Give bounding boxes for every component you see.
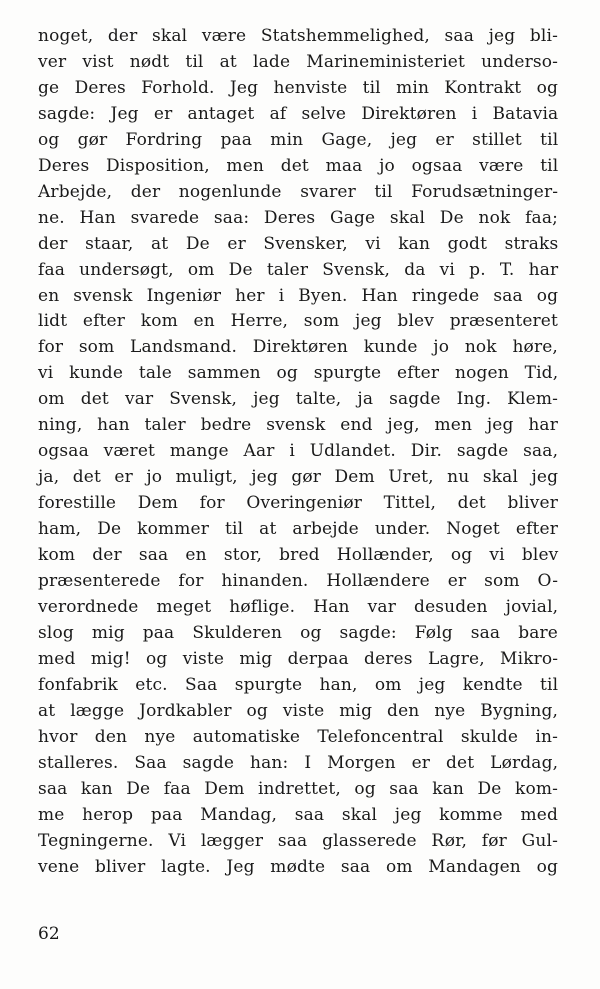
text-line: forestille Dem for Overingeniør Tittel, det bliver (38, 493, 558, 514)
text-line: og gør Fordring paa min Gage, jeg er stillet til (38, 129, 559, 150)
text-line: sagde: Jeg er antaget af selve Direktøren i Batavia (38, 103, 559, 124)
text-line: lidt efter kom en Herre, som jeg blev præsenteret (38, 311, 558, 332)
text-line: noget, der skal være Statshemmelighed, saa jeg bli- (38, 26, 558, 46)
text-line: at lægge Jordkabler og viste mig den nye Bygning, (38, 700, 559, 721)
text-line: ning, han taler bedre svensk end jeg, men jeg har (38, 415, 558, 436)
text-line: præsenterede for hinanden. Hollændere er som O- (38, 571, 559, 592)
text-line: ogsaa været mange Aar i Udlandet. Dir. sagde saa, (38, 441, 559, 462)
text-line: me herop paa Mandag, saa skal jeg komme med (38, 804, 558, 825)
text-line: med mig! og viste mig derpaa deres Lagre, Mikro- (38, 648, 559, 669)
text-line: ge Deres Forhold. Jeg henviste til min Kontrakt og (38, 77, 558, 98)
text-line: kom der saa en stor, bred Hollænder, og vi blev (38, 545, 559, 566)
text-line: ver vist nødt til at lade Marineministeriet underso- (38, 51, 558, 72)
text-line: Tegningerne. Vi lægger saa glasserede Rør, før Gul- (38, 830, 558, 851)
text-line: hvor den nye automatiske Telefoncentral skulde in- (38, 726, 558, 747)
text-line: en svensk Ingeniør her i Byen. Han ringede saa og (38, 285, 559, 306)
text-line: Arbejde, der nogenlunde svarer til Forudsætninger- (38, 181, 559, 202)
text-line: slog mig paa Skulderen og sagde: Følg saa bare (38, 622, 558, 643)
text-line: der staar, at De er Svensker, vi kan godt straks (38, 233, 559, 254)
text-line: ham, De kommer til at arbejde under. Noget efter (38, 519, 558, 540)
text-line: verordnede meget høflige. Han var desuden jovial, (38, 596, 559, 617)
text-line: Deres Disposition, men det maa jo ogsaa være til (38, 155, 559, 176)
text-line: vi kunde tale sammen og spurgte efter nogen Tid, (38, 363, 559, 384)
page-number: 62 (38, 924, 60, 944)
text-line: vene bliver lagte. Jeg mødte saa om Mandagen og (38, 856, 559, 877)
text-line: saa kan De faa Dem indrettet, og saa kan De kom- (38, 778, 558, 799)
text-line: om det var Svensk, jeg talte, ja sagde Ing. Klem- (38, 389, 558, 410)
text-line: fonfabrik etc. Saa spurgte han, om jeg kendte til (38, 674, 559, 695)
text-line: stalleres. Saa sagde han: I Morgen er det Lørdag, (38, 752, 559, 773)
text-line: ne. Han svarede saa: Deres Gage skal De nok faa; (38, 207, 558, 228)
text-line: faa undersøgt, om De taler Svensk, da vi p. T. har (38, 259, 559, 280)
text-line: for som Landsmand. Direktøren kunde jo nok høre, (38, 337, 558, 358)
text-line: ja, det er jo muligt, jeg gør Dem Uret, nu skal jeg (38, 467, 559, 488)
body-text (38, 24, 558, 880)
